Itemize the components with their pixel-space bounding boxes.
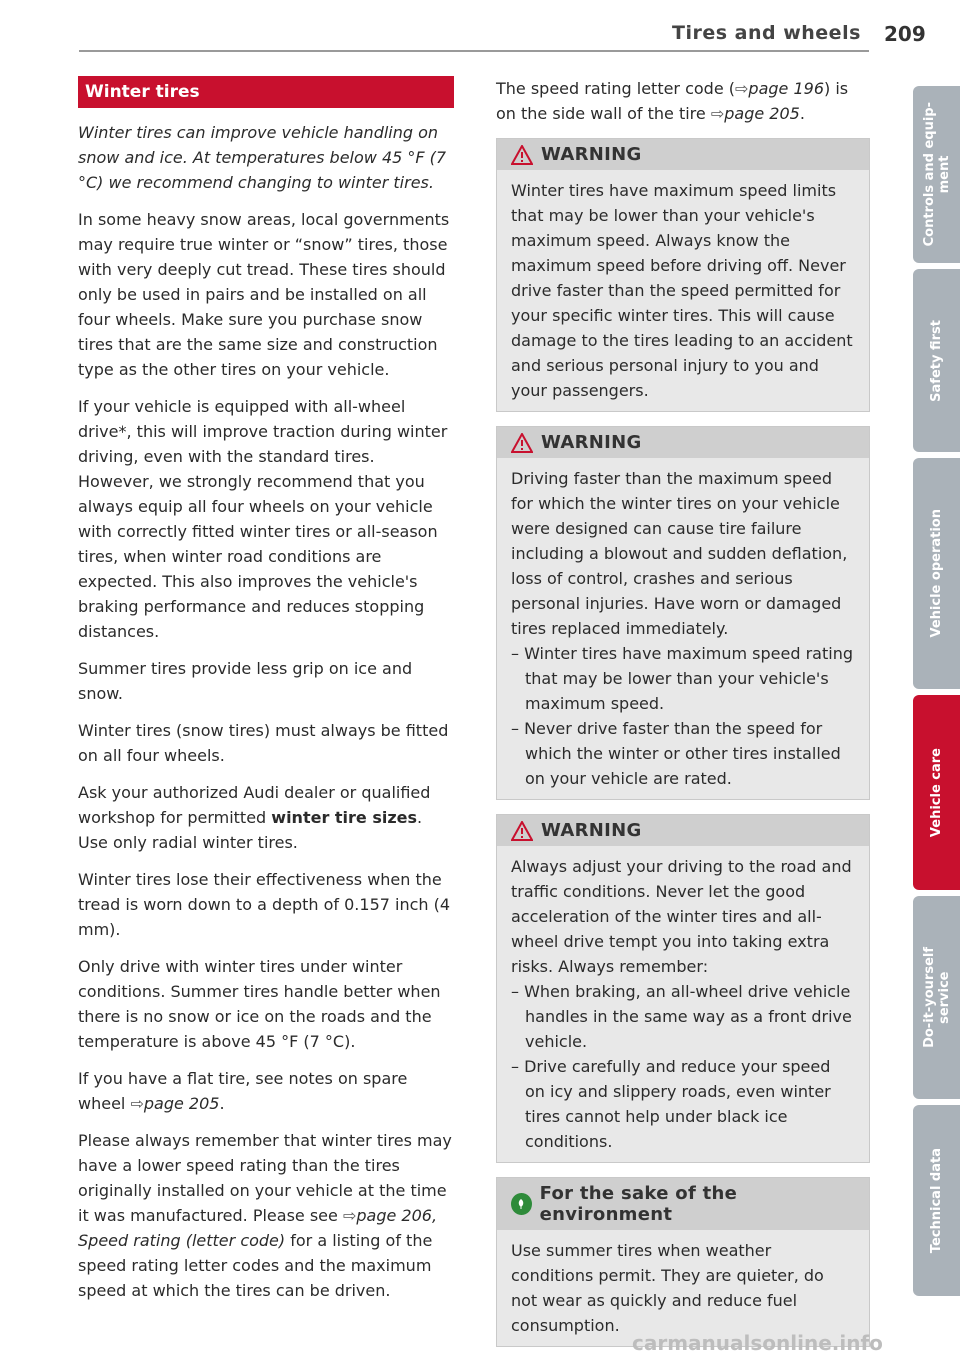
lead-paragraph: Winter tires can improve vehicle handling on snow and ice. At temperatures below 45 °F (7 °C) we recommend changing to winter tires.	[78, 123, 447, 192]
running-header-title: Tires and wheels	[672, 22, 861, 44]
tab-label: Do-it-yourself service	[921, 947, 952, 1048]
paragraph	[78, 780, 454, 855]
warning-label: WARNING	[541, 144, 642, 165]
arrow-ref-icon: ⇨	[342, 1206, 357, 1225]
page-reference-link[interactable]: page 205	[724, 104, 800, 123]
warning-box	[496, 814, 870, 1163]
warning-label: WARNING	[541, 820, 642, 841]
environment-text: Use summer tires when weather conditions permit. They are quieter, do not wear as quickly and reduce fuel consumption.	[511, 1241, 824, 1335]
list-item: – Never drive faster than the speed for which the winter or other tires installed on your vehicle are rated.	[511, 719, 841, 788]
tab-label: Vehicle operation	[929, 509, 944, 638]
text: The speed rating letter code (	[496, 79, 736, 98]
page-reference-link[interactable]: page 196	[748, 79, 825, 98]
arrow-ref-icon: ⇨	[735, 79, 749, 98]
warning-box	[496, 138, 870, 412]
paragraph: Summer tires provide less grip on ice and snow.	[78, 659, 413, 703]
text: .	[219, 1094, 225, 1113]
warning-text: Driving faster than the maximum speed for which the winter tires on your vehicle were designed can cause tire failure including a blowout and sudden deflation, loss of control, crashes and serious personal injuries. Have worn or damaged tires replaced immediately.	[511, 469, 848, 638]
tab-safety-first[interactable]	[913, 269, 960, 452]
left-column	[78, 76, 454, 1315]
right-column	[496, 76, 870, 1361]
text: .	[799, 104, 805, 123]
list-item: – Winter tires have maximum speed rating that may be lower than your vehicle's maximum speed.	[511, 644, 853, 713]
paragraph: Only drive with winter tires under winter conditions. Summer tires handle better when there is no snow or ice on the roads and the temperature is above 45 °F (7 °C).	[78, 957, 441, 1051]
warning-triangle-icon	[511, 145, 533, 165]
environment-header	[497, 1178, 869, 1230]
warning-list	[511, 641, 855, 791]
warning-header	[497, 427, 869, 458]
warning-list	[511, 979, 855, 1154]
environment-box	[496, 1177, 870, 1347]
paragraph: If your vehicle is equipped with all-wheel drive*, this will improve traction during winter driving, even with the standard tires. However, we strongly recommend that you always equip all four wheels on your vehicle with correctly fitted winter tires or all-season tires, when winter road conditions are expected. This also improves the vehicle's braking performance and reduces stopping distances.	[78, 397, 448, 641]
environment-label: For the sake of the environment	[539, 1183, 738, 1225]
warning-text: Winter tires have maximum speed limits that may be lower than your vehicle's maximum speed. Always know the maximum speed before driving off. Never drive faster than the speed permitted for your specific winter tires. This will cause damage to the tires leading to an accident and serious personal injury to you and your passengers.	[511, 181, 853, 400]
tab-vehicle-care[interactable]	[913, 695, 960, 890]
section-title: Winter tires	[78, 76, 454, 108]
paragraph: In some heavy snow areas, local governments may require true winter or “snow” tires, those with very deeply cut tread. These tires should only be used in pairs and be installed on all four wheels. Make sure you purchase snow tires that are the same size and construction type as the other tires on your vehicle.	[78, 210, 450, 379]
warning-box	[496, 426, 870, 800]
tab-label: Technical data	[929, 1147, 944, 1254]
header-rule	[79, 50, 869, 52]
tab-vehicle-operation[interactable]	[913, 458, 960, 689]
watermark: carmanualsonline.info	[632, 1331, 883, 1355]
list-item: – Drive carefully and reduce your speed on icy and slippery roads, even winter tires cannot help under black ice conditions.	[511, 1057, 831, 1151]
tab-label: Safety first	[929, 319, 944, 402]
paragraph	[78, 1066, 454, 1116]
paragraph	[78, 1128, 454, 1303]
paragraph: Winter tires lose their effectiveness when the tread is worn down to a depth of 0.157 inch (4 mm).	[78, 870, 451, 939]
tab-label: Controls and equip- ment	[921, 102, 952, 247]
arrow-ref-icon: ⇨	[130, 1094, 144, 1113]
paragraph	[496, 76, 870, 126]
paragraph: Winter tires (snow tires) must always be fitted on all four wheels.	[78, 721, 449, 765]
warning-triangle-icon	[511, 821, 533, 841]
tab-technical-data[interactable]	[913, 1105, 960, 1296]
text: Ask your authorized Audi dealer or qualified workshop for permitted	[78, 783, 431, 827]
warning-text: Always adjust your driving to the road and traffic conditions. Never let the good acceleration of the winter tires and all-wheel drive tempt you into taking extra risks. Always remember:	[511, 857, 852, 976]
warning-triangle-icon	[511, 433, 533, 453]
bold-term: winter tire sizes	[271, 808, 418, 827]
warning-label: WARNING	[541, 432, 642, 453]
text: ) is on the side wall of the tire	[496, 79, 849, 123]
page-reference-link[interactable]: page 206, Speed rating (letter code)	[78, 1206, 438, 1250]
warning-header	[497, 139, 869, 170]
tab-controls-and-equipment[interactable]	[913, 86, 960, 263]
environment-leaf-icon	[511, 1193, 532, 1215]
text: Please always remember that winter tires may have a lower speed rating than the tires originally installed on your vehicle at the time it was manufactured. Please see	[78, 1131, 452, 1225]
text: If you have a flat tire, see notes on spare wheel	[78, 1069, 408, 1113]
tab-do-it-yourself-service[interactable]	[913, 896, 960, 1099]
text: . Use only radial winter tires.	[78, 808, 423, 852]
arrow-ref-icon: ⇨	[710, 104, 725, 123]
list-item: – When braking, an all-wheel drive vehicle handles in the same way as a front drive vehicle.	[511, 982, 852, 1051]
text: for a listing of the speed rating letter codes and the maximum speed at which the tires can be driven.	[78, 1231, 433, 1300]
page-number: 209	[884, 22, 926, 46]
tab-label: Vehicle care	[929, 747, 944, 838]
page-reference-link[interactable]: page 205	[143, 1094, 220, 1113]
warning-header	[497, 815, 869, 846]
